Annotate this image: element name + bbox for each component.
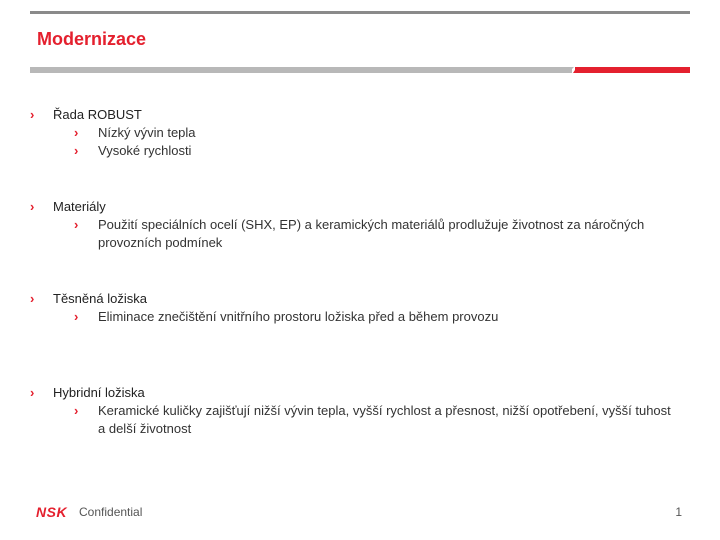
slide-title: Modernizace	[37, 29, 147, 49]
section-item	[30, 402, 673, 438]
chevron-right-icon: ›	[74, 125, 79, 140]
header-band-gray	[30, 67, 572, 73]
chevron-right-icon: ›	[74, 143, 79, 158]
header-band-red	[575, 67, 690, 73]
section-item	[30, 216, 673, 252]
item-text: Eliminace znečištění vnitřního prostoru ložiska před a během provozu	[98, 309, 499, 324]
section-hybrid-bearings	[30, 384, 690, 438]
chevron-right-icon: ›	[30, 291, 35, 306]
item-text: Keramické kuličky zajišťují nižší vývin tepla, vyšší rychlost a přesnost, nižší opotřebení, vyšší tuhost a delší životnost	[98, 403, 671, 436]
heading-text: Materiály	[53, 199, 106, 214]
nsk-logo: NSK	[36, 504, 68, 520]
page-number: 1	[675, 505, 682, 519]
section-heading	[30, 198, 690, 216]
section-heading	[30, 384, 690, 402]
section-item	[30, 142, 673, 160]
item-text: Nízký vývin tepla	[98, 125, 196, 140]
top-rule	[30, 11, 690, 14]
chevron-right-icon: ›	[30, 385, 35, 400]
chevron-right-icon: ›	[74, 309, 79, 324]
section-heading	[30, 290, 690, 308]
heading-text: Těsněná ložiska	[53, 291, 147, 306]
section-item	[30, 308, 673, 326]
chevron-right-icon: ›	[74, 403, 79, 418]
chevron-right-icon: ›	[74, 217, 79, 232]
section-item	[30, 124, 673, 142]
section-sealed-bearings	[30, 290, 690, 326]
heading-text: Hybridní ložiska	[53, 385, 145, 400]
section-materials	[30, 198, 690, 252]
slide-content	[30, 106, 690, 438]
section-heading	[30, 106, 690, 124]
chevron-right-icon: ›	[30, 199, 35, 214]
item-text: Vysoké rychlosti	[98, 143, 192, 158]
chevron-right-icon: ›	[30, 107, 35, 122]
heading-text: Řada ROBUST	[53, 107, 142, 122]
item-text: Použití speciálních ocelí (SHX, EP) a keramických materiálů prodlužuje životnost za náročných provozních podmínek	[98, 217, 645, 250]
section-robust	[30, 106, 690, 160]
confidential-label: Confidential	[79, 505, 143, 519]
